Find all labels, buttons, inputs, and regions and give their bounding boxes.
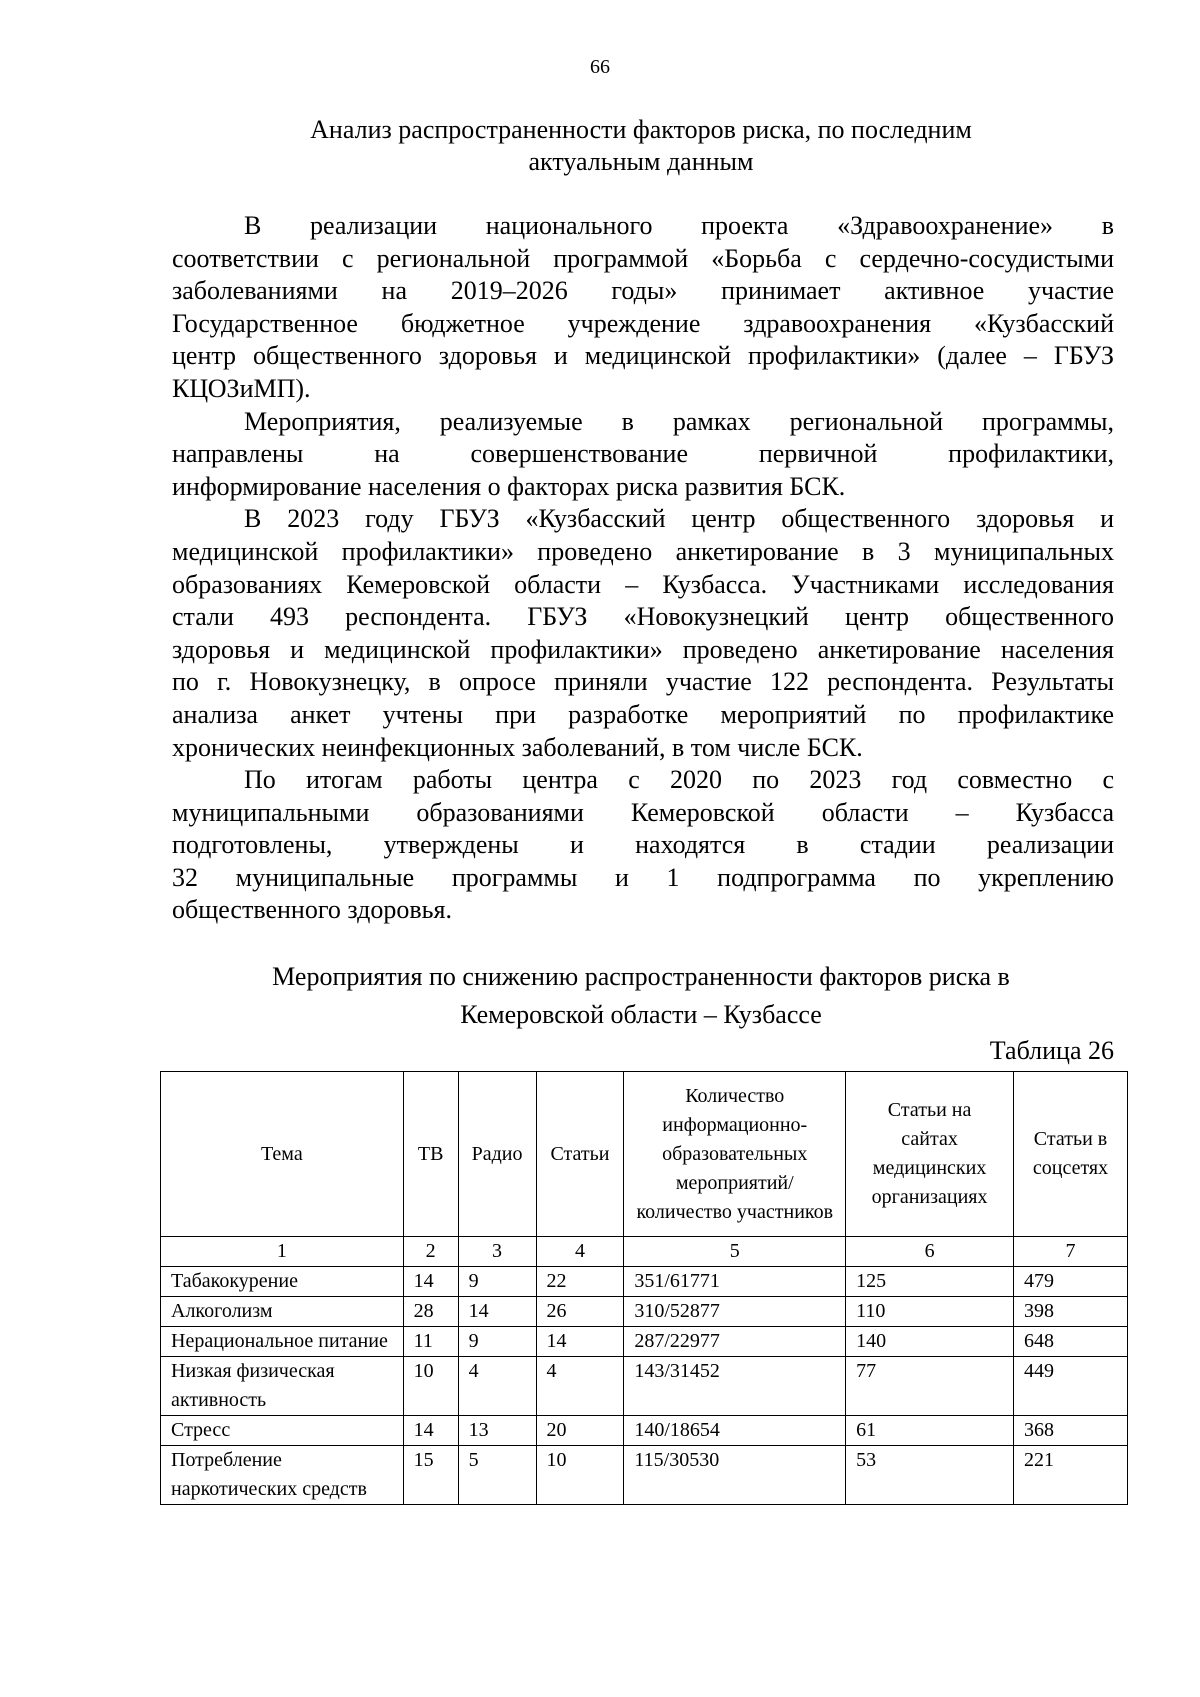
column-header: Количество информационно-образовательных мероприятий/ количество участников <box>624 1072 846 1237</box>
column-header: Статьи на сайтах медицинских организациях <box>846 1072 1014 1237</box>
table-cell: 125 <box>846 1267 1014 1297</box>
table-cell: 26 <box>536 1297 624 1327</box>
column-number: 5 <box>624 1237 846 1267</box>
table-row <box>161 1357 1128 1416</box>
column-number-row <box>161 1237 1128 1267</box>
table-cell: 15 <box>403 1446 458 1505</box>
table-cell: Алкоголизм <box>161 1297 404 1327</box>
table-cell: 398 <box>1014 1297 1128 1327</box>
table-cell: 368 <box>1014 1416 1128 1446</box>
table-title-line: Кемеровской области – Кузбассе <box>460 1000 822 1029</box>
column-number: 4 <box>536 1237 624 1267</box>
paragraph <box>172 210 1114 406</box>
table-cell: 13 <box>458 1416 536 1446</box>
table-cell: 4 <box>536 1357 624 1416</box>
column-number: 3 <box>458 1237 536 1267</box>
table-title <box>170 958 1112 1034</box>
table-row <box>161 1446 1128 1505</box>
column-header: Статьи в соцсетях <box>1014 1072 1128 1237</box>
text-line: общественного здоровья. <box>172 895 452 925</box>
text-line: В 2023 году ГБУЗ «Кузбасский центр общественного здоровья и <box>244 504 1114 534</box>
text-line: По итогам работы центра с 2020 по 2023 год совместно с <box>244 765 1114 795</box>
table-cell: 11 <box>403 1327 458 1357</box>
section-title-line: Анализ распространенности факторов риска, по последним <box>310 115 972 144</box>
paragraph <box>172 503 1114 764</box>
text-line: муниципальными образованиями Кемеровской области – Кузбасса <box>172 797 1114 827</box>
risk-factors-table <box>160 1071 1128 1505</box>
text-line: здоровья и медицинской профилактики» проведено анкетирование населения <box>172 634 1114 664</box>
text-line: образованиях Кемеровской области – Кузбасса. Участниками исследования <box>172 569 1114 599</box>
section-title-line: актуальным данным <box>528 147 754 176</box>
table-cell: Потребление наркотических средств <box>161 1446 404 1505</box>
table-cell: 115/30530 <box>624 1446 846 1505</box>
table-cell: Низкая физическая активность <box>161 1357 404 1416</box>
table-row <box>161 1416 1128 1446</box>
table-cell: 28 <box>403 1297 458 1327</box>
table-cell: 310/52877 <box>624 1297 846 1327</box>
body-text <box>172 210 1114 927</box>
table-row <box>161 1327 1128 1357</box>
table-cell: 20 <box>536 1416 624 1446</box>
table-cell: Нерациональное питание <box>161 1327 404 1357</box>
table-cell: 110 <box>846 1297 1014 1327</box>
column-header: Тема <box>161 1072 404 1237</box>
text-line: Государственное бюджетное учреждение здравоохранения «Кузбасский <box>172 308 1114 338</box>
paragraph <box>172 764 1114 927</box>
table-cell: 53 <box>846 1446 1014 1505</box>
table-cell: 143/31452 <box>624 1357 846 1416</box>
text-line: стали 493 респондента. ГБУЗ «Новокузнецкий центр общественного <box>172 602 1114 632</box>
table-cell: Стресс <box>161 1416 404 1446</box>
text-line: В реализации национального проекта «Здравоохранение» в <box>244 211 1114 240</box>
section-title <box>170 114 1112 178</box>
column-header: ТВ <box>403 1072 458 1237</box>
column-header: Статьи <box>536 1072 624 1237</box>
table-cell: 10 <box>536 1446 624 1505</box>
table-cell: 648 <box>1014 1327 1128 1357</box>
column-number: 1 <box>161 1237 404 1267</box>
column-number: 2 <box>403 1237 458 1267</box>
text-line: соответствии с региональной программой «Борьба с сердечно-сосудистыми <box>172 243 1114 273</box>
table-cell: 77 <box>846 1357 1014 1416</box>
table-cell: 22 <box>536 1267 624 1297</box>
text-line: 32 муниципальные программы и 1 подпрограмма по укреплению <box>172 862 1114 892</box>
table-row <box>161 1267 1128 1297</box>
table-cell: 10 <box>403 1357 458 1416</box>
table-cell: 61 <box>846 1416 1014 1446</box>
text-line: заболеваниями на 2019–2026 годы» принимает активное участие <box>172 276 1114 306</box>
table-caption: Таблица 26 <box>989 1036 1114 1065</box>
text-line: медицинской профилактики» проведено анкетирование в 3 муниципальных <box>172 536 1114 566</box>
text-line: подготовлены, утверждены и находятся в стадии реализации <box>172 830 1114 860</box>
text-line: по г. Новокузнецку, в опросе приняли участие 122 респондента. Результаты <box>172 667 1114 697</box>
table-cell: 140/18654 <box>624 1416 846 1446</box>
table-cell: 9 <box>458 1267 536 1297</box>
table-cell: 221 <box>1014 1446 1128 1505</box>
table-row <box>161 1297 1128 1327</box>
text-line: Мероприятия, реализуемые в рамках региональной программы, <box>244 406 1114 436</box>
column-header: Радио <box>458 1072 536 1237</box>
table-cell: 14 <box>458 1297 536 1327</box>
table-cell: 351/61771 <box>624 1267 846 1297</box>
table-cell: 5 <box>458 1446 536 1505</box>
table-cell: 449 <box>1014 1357 1128 1416</box>
text-line: информирование населения о факторах риска развития БСК. <box>172 471 846 501</box>
table-cell: 14 <box>403 1416 458 1446</box>
page-number: 66 <box>590 56 610 78</box>
text-line: КЦОЗиМП). <box>172 373 311 403</box>
table-cell: 14 <box>403 1267 458 1297</box>
table-cell: 287/22977 <box>624 1327 846 1357</box>
paragraph <box>172 406 1114 504</box>
text-line: анализа анкет учтены при разработке мероприятий по профилактике <box>172 699 1114 729</box>
table-cell: Табакокурение <box>161 1267 404 1297</box>
table-cell: 14 <box>536 1327 624 1357</box>
table-cell: 479 <box>1014 1267 1128 1297</box>
column-number: 7 <box>1014 1237 1128 1267</box>
table-cell: 4 <box>458 1357 536 1416</box>
table-cell: 140 <box>846 1327 1014 1357</box>
column-number: 6 <box>846 1237 1014 1267</box>
table-cell: 9 <box>458 1327 536 1357</box>
table-header-row <box>161 1072 1128 1237</box>
table-title-line: Мероприятия по снижению распространенности факторов риска в <box>272 962 1010 991</box>
text-line: хронических неинфекционных заболеваний, в том числе БСК. <box>172 732 863 762</box>
text-line: центр общественного здоровья и медицинской профилактики» (далее – ГБУЗ <box>172 341 1114 371</box>
text-line: направлены на совершенствование первичной профилактики, <box>172 439 1114 469</box>
